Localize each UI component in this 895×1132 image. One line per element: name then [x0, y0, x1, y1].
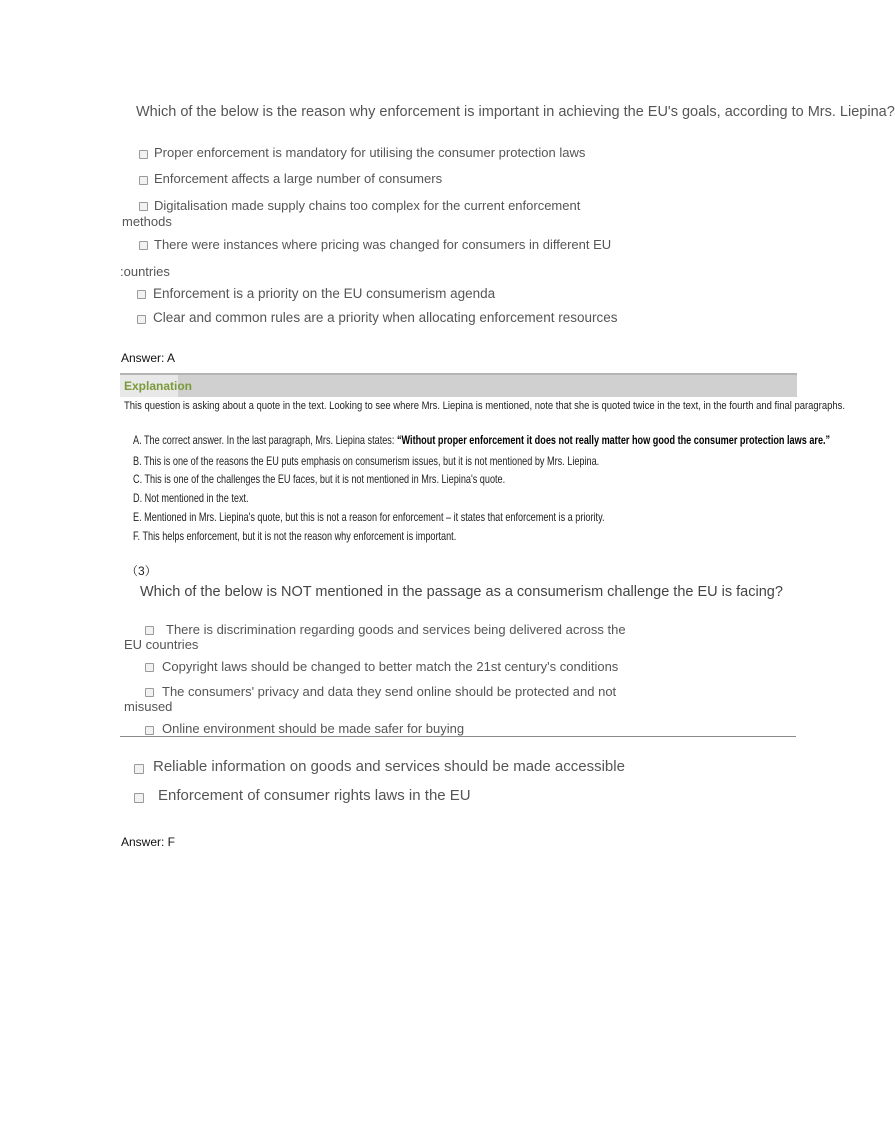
- option-label: Enforcement is a priority on the EU consumerism agenda: [153, 286, 496, 301]
- option-checkbox[interactable]: [134, 764, 144, 774]
- option-label: There were instances where pricing was changed for consumers in different EU: [154, 237, 612, 252]
- option-label-continued: methods: [122, 214, 172, 229]
- question-number: （3）: [126, 564, 157, 578]
- explanation-tab: [120, 375, 193, 397]
- explanation-intro: This question is asking about a quote in the text. Looking to see where Mrs. Liepina is mentioned, note that she is quoted twice in the text, in the fourth and final paragraphs.: [124, 400, 845, 412]
- option-checkbox[interactable]: [139, 241, 148, 250]
- option-checkbox[interactable]: [145, 663, 154, 672]
- option-checkbox[interactable]: [139, 202, 148, 211]
- option-checkbox[interactable]: [139, 176, 148, 185]
- explanation-b: B. This is one of the reasons the EU puts emphasis on consumerism issues, but it is not mentioned by Mrs. Liepina.: [133, 454, 600, 468]
- explanation-label: Explanation: [124, 379, 193, 393]
- option-label: Reliable information on goods and services should be made accessible: [153, 758, 625, 775]
- clipped-option-wrapper: [150, 236, 612, 252]
- explanation-e: E. Mentioned in Mrs. Liepina's quote, but this is not a reason for enforcement – it states that enforcement is a priority.: [133, 510, 605, 524]
- divider-line: [120, 736, 796, 737]
- answer-text: Answer: A: [121, 351, 176, 365]
- option-label: The consumers' privacy and data they send online should be protected and not: [162, 684, 617, 699]
- question-text: Which of the below is the reason why enforcement is important in achieving the EU's goals, according to Mrs. Liepina?: [136, 104, 895, 120]
- option-label-continued: misused: [124, 699, 173, 714]
- option-label: Enforcement of consumer rights laws in the EU: [158, 787, 471, 804]
- explanation-a: [133, 433, 830, 447]
- option-label: Clear and common rules are a priority when allocating enforcement resources: [153, 310, 618, 325]
- explanation-header-bar: [120, 373, 797, 397]
- option-label: Digitalisation made supply chains too complex for the current enforcement: [154, 198, 581, 213]
- explanation-f: F. This helps enforcement, but it is not the reason why enforcement is important.: [133, 529, 457, 543]
- clipped-option-wrapper: [158, 720, 578, 736]
- explanation-a-prefix: A. The correct answer. In the last paragraph, Mrs. Liepina states:: [133, 433, 397, 447]
- option-checkbox[interactable]: [137, 290, 146, 299]
- option-checkbox[interactable]: [145, 626, 154, 635]
- option-label: Online environment should be made safer for buying: [162, 721, 465, 736]
- answer-text: Answer: F: [121, 835, 176, 849]
- option-checkbox[interactable]: [137, 315, 146, 324]
- option-label-continued: :ountries: [120, 264, 170, 279]
- option-label: Proper enforcement is mandatory for utilising the consumer protection laws: [154, 145, 586, 160]
- option-label-continued: EU countries: [124, 637, 199, 652]
- question-text: Which of the below is NOT mentioned in the passage as a consumerism challenge the EU is facing?: [140, 584, 783, 600]
- option-checkbox[interactable]: [145, 726, 154, 735]
- option-checkbox[interactable]: [139, 150, 148, 159]
- explanation-c: C. This is one of the challenges the EU faces, but it is not mentioned in Mrs. Liepina's quote.: [133, 472, 506, 486]
- option-label: There is discrimination regarding goods and services being delivered across the: [166, 622, 626, 637]
- option-label: Enforcement affects a large number of consumers: [154, 171, 443, 186]
- option-label: Copyright laws should be changed to better match the 21st century's conditions: [162, 659, 619, 674]
- option-checkbox[interactable]: [145, 688, 154, 697]
- explanation-d: D. Not mentioned in the text.: [133, 491, 249, 505]
- option-checkbox[interactable]: [134, 793, 144, 803]
- explanation-a-quote: “Without proper enforcement it does not really matter how good the consumer protection laws are.”: [396, 433, 831, 447]
